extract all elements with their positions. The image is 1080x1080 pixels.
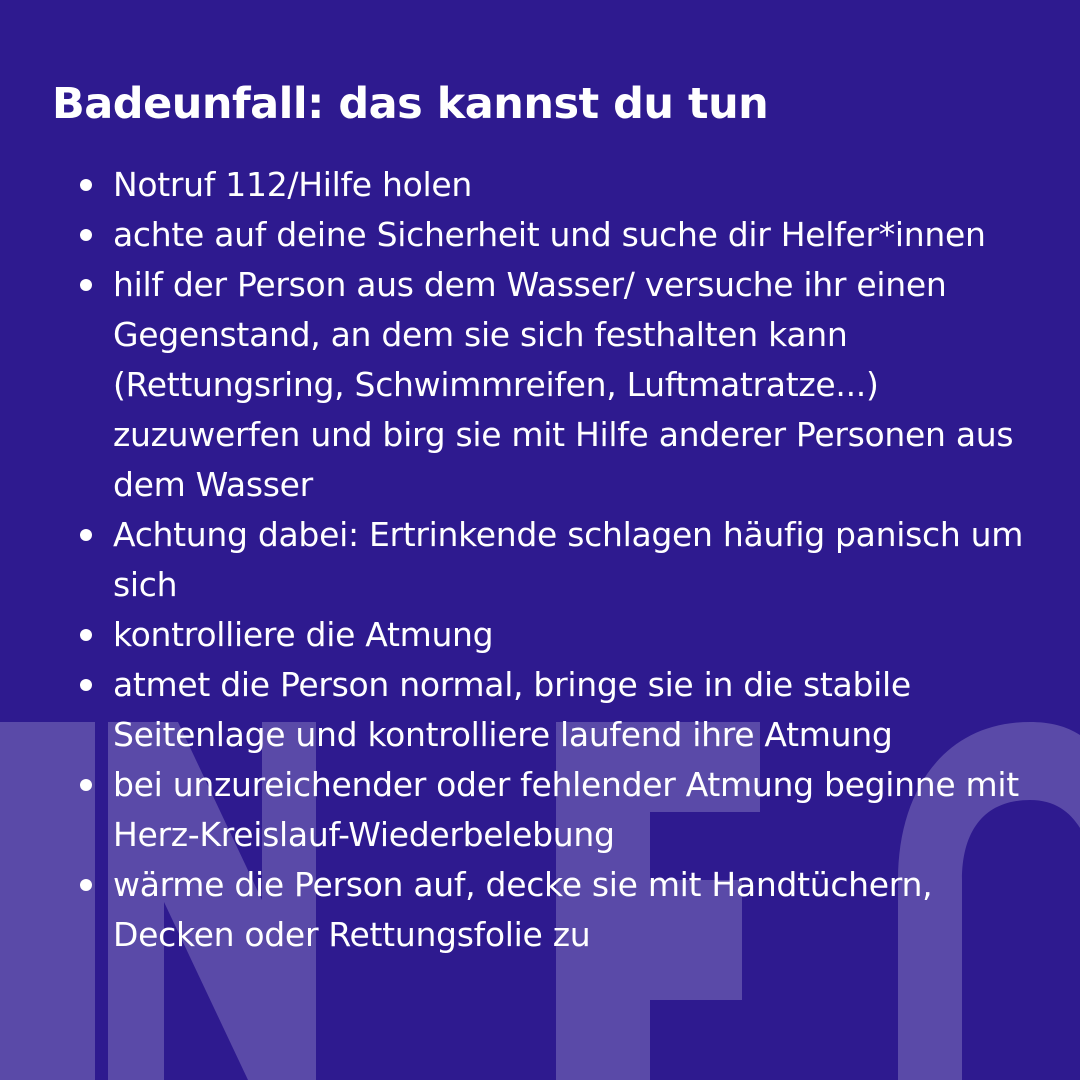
list-item-text: hilf der Person aus dem Wasser/ versuche ihr einen Gegenstand, an dem sie sich festhalten kann (Rettungsring, Schwimmreifen, Luftmatratze...) zuzuwerfen und birg sie mit Hilfe anderer Personen aus dem Wasser xyxy=(113,265,1014,504)
bullet-icon xyxy=(80,779,92,791)
bullet-icon xyxy=(80,879,92,891)
list-item-text: achte auf deine Sicherheit und suche dir Helfer*innen xyxy=(113,215,986,254)
list-item-text: Notruf 112/Hilfe holen xyxy=(113,165,472,204)
list-item xyxy=(52,610,1042,660)
list-item xyxy=(52,660,1042,760)
list-item-text: bei unzureichender oder fehlender Atmung beginne mit Herz-Kreislauf-Wiederbelebung xyxy=(113,765,1019,854)
instruction-list xyxy=(52,160,1042,960)
page-title: Badeunfall: das kannst du tun xyxy=(52,79,769,129)
bullet-icon xyxy=(80,629,92,641)
list-item xyxy=(52,260,1042,510)
list-item xyxy=(52,160,1042,210)
list-item-text: kontrolliere die Atmung xyxy=(113,615,494,654)
list-item-text: wärme die Person auf, decke sie mit Handtüchern, Decken oder Rettungsfolie zu xyxy=(113,865,933,954)
info-card xyxy=(52,72,1042,960)
bullet-icon xyxy=(80,179,92,191)
bullet-icon xyxy=(80,679,92,691)
list-item xyxy=(52,210,1042,260)
list-item xyxy=(52,760,1042,860)
list-item-text: atmet die Person normal, bringe sie in die stabile Seitenlage und kontrolliere laufend ihre Atmung xyxy=(113,665,911,754)
list-item xyxy=(52,860,1042,960)
list-item-text: Achtung dabei: Ertrinkende schlagen häufig panisch um sich xyxy=(113,515,1024,604)
bullet-icon xyxy=(80,229,92,241)
list-item xyxy=(52,510,1042,610)
bullet-icon xyxy=(80,279,92,291)
bullet-icon xyxy=(80,529,92,541)
